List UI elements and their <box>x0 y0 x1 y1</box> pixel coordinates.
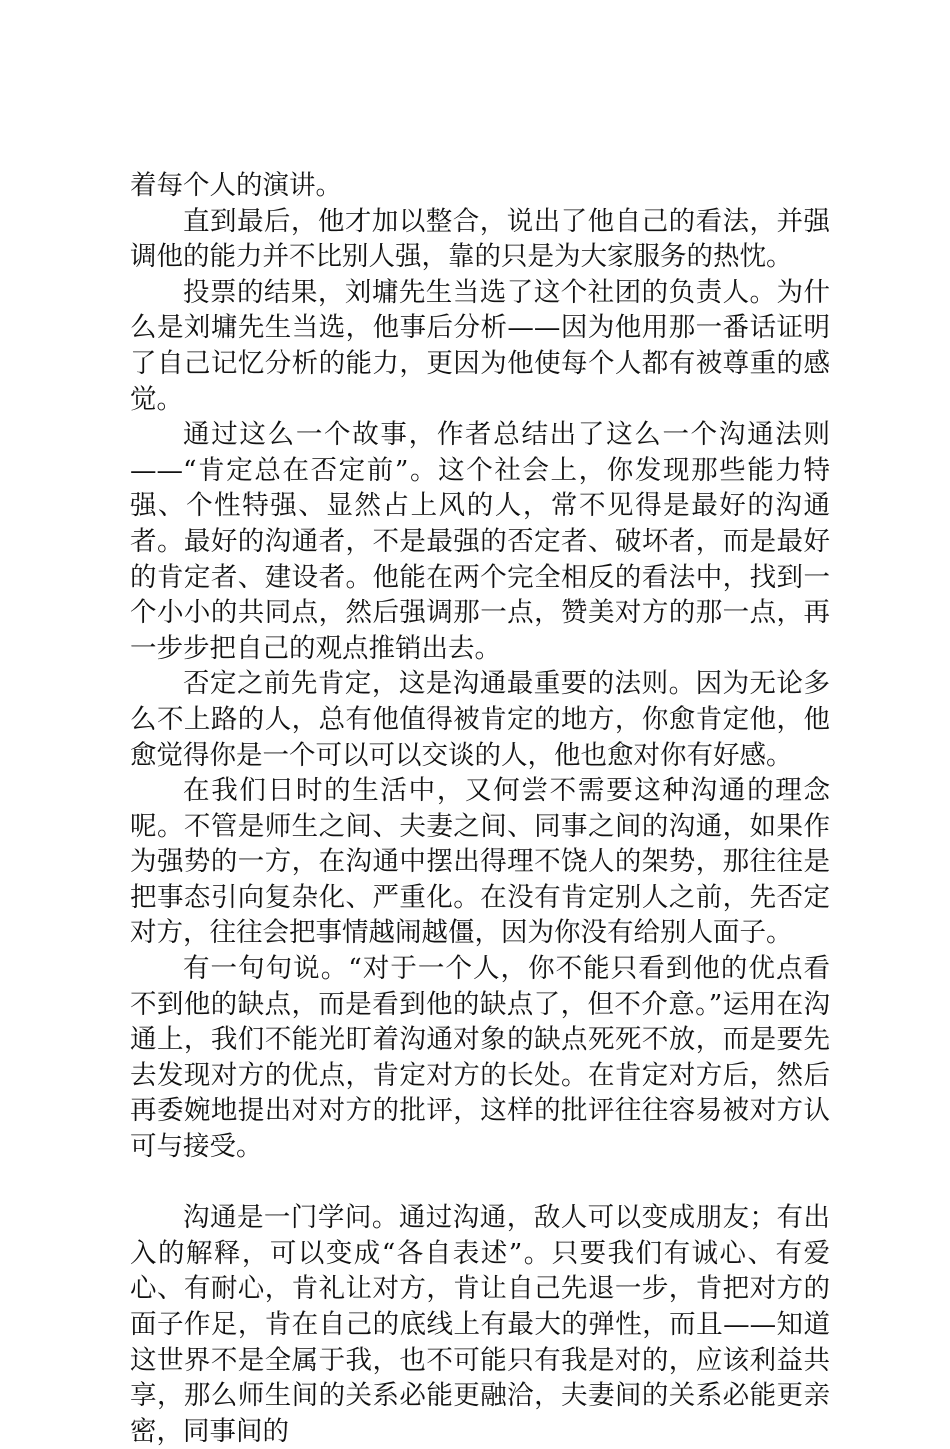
paragraph-spacer <box>130 1165 830 1201</box>
paragraph: 直到最后，他才加以整合，说出了他自己的看法，并强调他的能力并不比别人强，靠的只是为大家服务的热忱。 <box>130 205 830 273</box>
paragraph: 有一句句说。“对于一个人，你不能只看到他的优点看不到他的缺点，而是看到他的缺点了，但不介意。”运用在沟通上，我们不能光盯着沟通对象的缺点死死不放，而是要先去发现对方的优点，肯定对方的长处。在肯定对方后，然后再委婉地提出对对方的批评，这样的批评往往容易被对方认可与接受。 <box>130 953 830 1163</box>
paragraph: 否定之前先肯定，这是沟通最重要的法则。因为无论多么不上路的人，总有他值得被肯定的地方，你愈肯定他，他愈觉得你是一个可以可以交谈的人，他也愈对你有好感。 <box>130 668 830 771</box>
paragraph: 投票的结果，刘墉先生当选了这个社团的负责人。为什么是刘墉先生当选，他事后分析——因为他用那一番话证明了自己记忆分析的能力，更因为他使每个人都有被尊重的感觉。 <box>130 276 830 415</box>
document-body <box>130 168 830 1449</box>
paragraph: 通过这么一个故事，作者总结出了这么一个沟通法则——“肯定总在否定前”。这个社会上，你发现那些能力特强、个性特强、显然占上风的人，常不见得是最好的沟通者。最好的沟通者，不是最强的否定者、破坏者，而是最好的肯定者、建设者。他能在两个完全相反的看法中，找到一个小小的共同点，然后强调那一点，赞美对方的那一点，再一步步把自己的观点推销出去。 <box>130 419 830 664</box>
paragraph-continuation: 着每个人的演讲。 <box>130 170 342 201</box>
paragraph: 沟通是一门学问。通过沟通，敌人可以变成朋友；有出入的解释，可以变成“各自表述”。只要我们有诚心、有爱心、有耐心，肯礼让对方，肯让自己先退一步，肯把对方的面子作足，肯在自己的底线上有最大的弹性，而且——知道这世界不是全属于我，也不可能只有我是对的，应该利益共享，那么师生间的关系必能更融洽，夫妻间的关系必能更亲密，同事间的 <box>130 1202 830 1447</box>
paragraph: 在我们日时的生活中，又何尝不需要这种沟通的理念呢。不管是师生之间、夫妻之间、同事之间的沟通，如果作为强势的一方，在沟通中摆出得理不饶人的架势，那往往是把事态引向复杂化、严重化。在没有肯定别人之前，先否定对方，往往会把事情越闹越僵，因为你没有给别人面子。 <box>130 775 830 949</box>
